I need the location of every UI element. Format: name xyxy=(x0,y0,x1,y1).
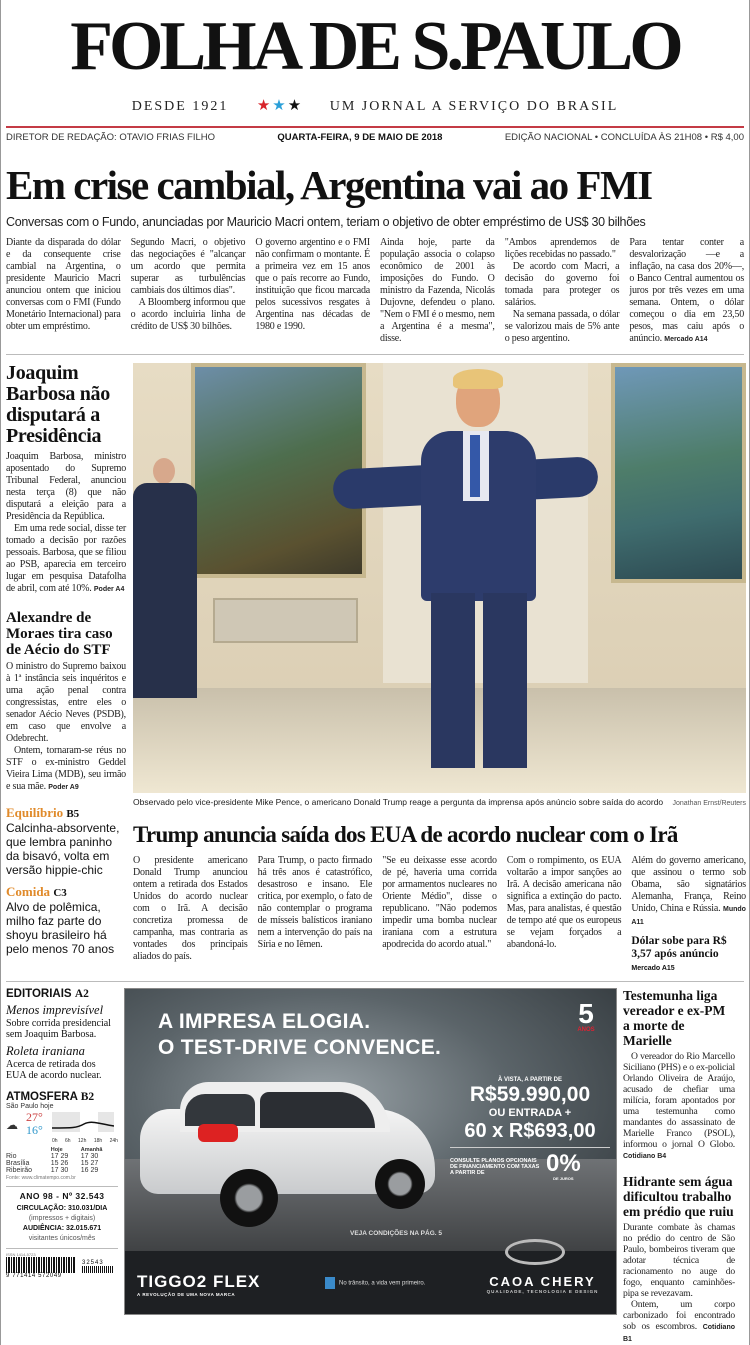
photo-credit: Jonathan Ernst/Reuters xyxy=(672,800,746,807)
star-icon: ★ xyxy=(256,98,271,114)
masthead-tagline xyxy=(6,96,744,122)
story-headline[interactable]: Testemunha liga vereador e ex-PM a morte de Marielle xyxy=(623,988,726,1048)
info-bar xyxy=(6,132,744,143)
editorial-title[interactable]: Menos imprevisível xyxy=(6,1003,104,1017)
advertisement[interactable]: A IMPRESA ELOGIA. O TEST-DRIVE CONVENCE. 5 ANOS À VISTA, A PARTIR DE R$59.990,00 OU ENTRADA + 60 x R$693,00 CONSULTE PLANOS OPCIONAIS DE FINANCIAMENTO COM TAXAS A PARTIR DE 0% DE JUROS VEJA CONDIÇÕES NA PÁG. 5 TIGGO2 FLEX A REVOLUÇÃO DE UMA NOVA MARCA No trânsito, a vida vem primeiro. CAOA CHERY QUALIDADE, TECNOLOGIA E DESIGN xyxy=(124,988,617,1315)
main-column xyxy=(133,363,746,975)
since-label: DESDE 1921 xyxy=(131,99,229,114)
masthead-logo: FOLHA DE S.PAULO xyxy=(70,8,680,85)
section-ref[interactable]: Mundo A11 xyxy=(631,906,746,926)
trump-column: O presidente americano Donald Trump anunciou ontem a retirada dos Estados Unidos do acordo nuclear com o Irã. A decisão concretiza promessa de campanha, mas contraria as vontades dos principais aliados do país. xyxy=(133,855,248,962)
painting xyxy=(611,363,746,583)
left-bottom-column xyxy=(6,988,118,1345)
lead-subhead: Conversas com o Fundo, anunciadas por Mauricio Macri ontem, teriam o objetivo de obter empréstimo de US$ 30 bilhões xyxy=(6,215,646,229)
trump-body xyxy=(133,855,746,975)
editorials: EDITORIAIS A2 Menos imprevisível Sobre corrida presidencial sem Joaquim Barbosa. Roleta iraniana Acerca de retirada dos EUA de acordo nuclear. xyxy=(6,988,118,1081)
safety-slogan: No trânsito, a vida vem primeiro. xyxy=(325,1277,425,1289)
right-column xyxy=(623,988,735,1345)
date: QUARTA-FEIRA, 9 DE MAIO DE 2018 xyxy=(277,132,443,143)
lead-column: O governo argentino e o FMI não confirmam o montante. É a primeira vez em 15 anos que o país recorre ao Fundo, instituição que ficou marcada pelos sucessivos resgates à Argentina nas décadas de 1980 e 1990. xyxy=(255,237,371,332)
divider xyxy=(6,354,744,355)
weather-table: Hoje Amanhã Rio 17 29 17 30 Brasília 15 26 15 27 Ribeirão 17 30 16 29 xyxy=(6,1147,103,1174)
middle-section xyxy=(6,363,744,975)
trump-column: Com o rompimento, os EUA voltarão a impor sanções ao Irã. A decisão americana não significa a extinção do pacto. Mas, para analistas, é questão de tempo até que os europeus se vejam forçados a abandoná-lo. xyxy=(506,855,622,950)
director: DIRETOR DE REDAÇÃO: OTAVIO FRIAS FILHO xyxy=(6,132,216,143)
star-icon: ★ xyxy=(287,98,302,114)
story-headline[interactable]: Alexandre de Moraes tira caso de Aécio do STF xyxy=(6,610,113,658)
left-column xyxy=(6,363,126,975)
section-ref[interactable]: Cotidiano B4 xyxy=(623,1153,667,1160)
divider xyxy=(6,126,744,128)
edition-info: EDIÇÃO NACIONAL • CONCLUÍDA ÀS 21H08 • R$ 4,00 xyxy=(504,132,744,143)
fireplace xyxy=(213,598,358,643)
bottom-section xyxy=(6,988,744,1345)
lead-column: Diante da disparada do dólar e da consequente crise cambial na Argentina, o presidente Mauricio Macri anunciou ontem que iniciou conversas com o FMI (Fundo Monetário Internacional) para obter um empréstimo. xyxy=(6,237,121,332)
brand-logo: CAOA CHERY QUALIDADE, TECNOLOGIA E DESIGN xyxy=(486,1274,599,1294)
colophon: ANO 98 - Nº 32.543 CIRCULAÇÃO: 310.031/DIA (impressos + digitais) AUDIÊNCIA: 32.015.671 visitantes únicos/mês xyxy=(16,1191,108,1242)
photo-caption: Observado pelo vice-presidente Mike Pence, o americano Donald Trump reage a pergunta da imprensa após anúncio sobre saída do acordo Jonathan Ernst/Reuters xyxy=(133,797,746,807)
chery-logo-icon xyxy=(505,1239,565,1265)
story-marielle: Testemunha liga vereador e ex-PM a morte de Marielle O vereador do Rio Marcello Siciliano (PHS) e o ex-policial Orlando Oliveira de Araújo, acusado de chefiar uma milícia, foram apontados por uma testemunha como mandantes do assassinato de Marielle Franco (PSOL), informou o jornal O Globo. Cotidiano B4 xyxy=(623,988,735,1160)
lead-photo[interactable] xyxy=(133,363,746,793)
person-pence xyxy=(133,483,197,698)
teaser-equilibrio[interactable]: Equilíbrio B5 Calcinha-absorvente, que lembra paninho da bisavó, volta em versão hippie-chic xyxy=(6,805,120,877)
trump-column: Além do governo americano, que assinou o termo sob Obama, são signatários Alemanha, França, Reino Unido, China e Rússia. Mundo A11 Dólar sobe para R$ 3,57 após anúncio Mercado A15 xyxy=(631,855,746,975)
lead-column: "Ambos aprendemos de lições recebidas no passado." De acordo com Macri, a decisão do governo foi tomada para proteger os salários. Na semana passada, o dólar se valorizou mais de 5% ante o peso argentino. xyxy=(504,237,620,344)
divider xyxy=(6,981,744,982)
cloud-icon: ☁ xyxy=(6,1118,18,1132)
trump-column: Para Trump, o pacto firmado há três anos é catastrófico, desastroso e insano. Ele critica, por exemplo, o fato de não contemplar o programa de mísseis balísticos iraniano nem a intervenção do país na Síria e no Iêmen. xyxy=(257,855,373,950)
temperature-graph xyxy=(52,1112,114,1134)
trump-headline[interactable]: Trump anuncia saída dos EUA de acordo nuclear com o Irã xyxy=(133,822,678,847)
story-barbosa: Joaquim Barbosa não disputará a Presidência Joaquim Barbosa, ministro aposentado do Supremo Tribunal Federal, anunciou nesta terça (8) que não disputará a eleição para a Presidência da República. Em uma rede social, disse ter tomado a decisão por razões pessoais. Barbosa, que se filiou ao PSB, aparecia em terceiro lugar em pesquisa Datafolha de abril, com até 10%. Poder A4 xyxy=(6,362,126,594)
story-moraes: Alexandre de Moraes tira caso de Aécio do STF O ministro do Supremo baixou à 1ª instância seis inquéritos e uma ação penal contra congressistas, entre eles o senador Aécio Neves (PSDB), em caso que envolve a Odebrecht. Ontem, tornaram-se réus no STF o ex-ministro Geddel Vieira Lima (MDB), seu irmão e sua mãe. Poder A9 xyxy=(6,610,126,792)
section-ref[interactable]: Poder A4 xyxy=(93,586,125,593)
divider xyxy=(6,1186,118,1187)
person-head xyxy=(153,458,175,484)
dollar-kicker[interactable]: Dólar sobe para R$ 3,57 após anúncio Mercado A15 xyxy=(631,935,727,972)
ad-pricing: À VISTA, A PARTIR DE R$59.990,00 OU ENTRADA + 60 x R$693,00 CONSULTE PLANOS OPCIONAIS DE FINANCIAMENTO COM TAXAS A PARTIR DE 0% DE JUROS xyxy=(450,1077,610,1181)
lead-column: Para tentar conter a desvalorização —e a inflação, na casa dos 20%—, o Banco Central aumentou os juros por três vezes em uma semana. Ontem, o dólar começou o dia em 23,50 pesos, mas caiu após o anúncio. Mercado A14 xyxy=(629,237,745,344)
barcode: ISSN 1414-5723 32543 9 771414 572049 xyxy=(6,1252,118,1279)
section-ref[interactable]: Mercado A14 xyxy=(664,336,708,343)
teaser-comida[interactable]: Comida C3 Alvo de polêmica, milho faz parte do shoyu brasileiro há pelo menos 70 anos xyxy=(6,884,115,956)
car-image xyxy=(140,1074,445,1224)
front-page xyxy=(1,0,749,1345)
model-logo: TIGGO2 FLEX A REVOLUÇÃO DE UMA NOVA MARCA xyxy=(137,1272,261,1297)
editorial-title[interactable]: Roleta iraniana xyxy=(6,1044,85,1058)
lead-column: Ainda hoje, parte da população associa o colapso econômico de 2001 às imposições do Fundo. O ministro da Fazenda, Nicolás Dujovne, defendeu o plano. "Nem o FMI é o mesmo, nem a Argentina é a mesma", disse. xyxy=(380,237,495,344)
traffic-icon xyxy=(325,1277,335,1289)
lead-body xyxy=(6,237,744,346)
story-headline[interactable]: Joaquim Barbosa não disputará a Presidência xyxy=(6,362,110,447)
lead-column: Segundo Macri, o objetivo das negociações é "alcançar um acordo que permita superar as turbulências cambiais dos últimos dias". A Bloomberg informou que o acordo incluiria linha de crédito de US$ 30 bilhões. xyxy=(130,237,246,332)
star-icon: ★ xyxy=(272,98,286,114)
trump-column: "Se eu deixasse esse acordo de pé, haveria uma corrida por armamentos nucleares no Oriente Médio", disse o republicano. "Não podemos impedir uma bomba nuclear iraniana com a estrutura apodrecida do acordo atual." xyxy=(382,855,497,950)
lead-headline[interactable]: Em crise cambial, Argentina vai ao FMI xyxy=(6,162,652,208)
story-headline[interactable]: Hidrante sem água dificultou trabalho em prédio que ruiu xyxy=(623,1174,734,1219)
slogan: UM JORNAL A SERVIÇO DO BRASIL xyxy=(329,99,619,114)
anniversary-badge: 5 ANOS xyxy=(577,998,595,1033)
section-ref[interactable]: Poder A9 xyxy=(48,784,79,791)
weather: ATMOSFERA B2 São Paulo hoje ☁ 27° 16° 0h 6h 12h 18h 24h Hoje Amanhã Rio 17 29 17 30 Brasília 15 26 15 27 Ribeirão 17 30 16 29 Fonte: www.climatempo.com.br xyxy=(6,1091,118,1181)
section-ref[interactable]: Cotidiano B1 xyxy=(623,1324,735,1343)
story-hidrante: Hidrante sem água dificultou trabalho em prédio que ruiu Durante combate às chamas no prédio do centro de São Paulo, bombeiros tiveram que adotar técnica de racionamento no auge do fogo, enquanto caminhões-pipa se revezavam. Ontem, um corpo carbonizado foi encontrado sob os escombros. Cotidiano B1 xyxy=(623,1174,735,1343)
divider xyxy=(6,1248,118,1249)
painting xyxy=(191,363,366,578)
